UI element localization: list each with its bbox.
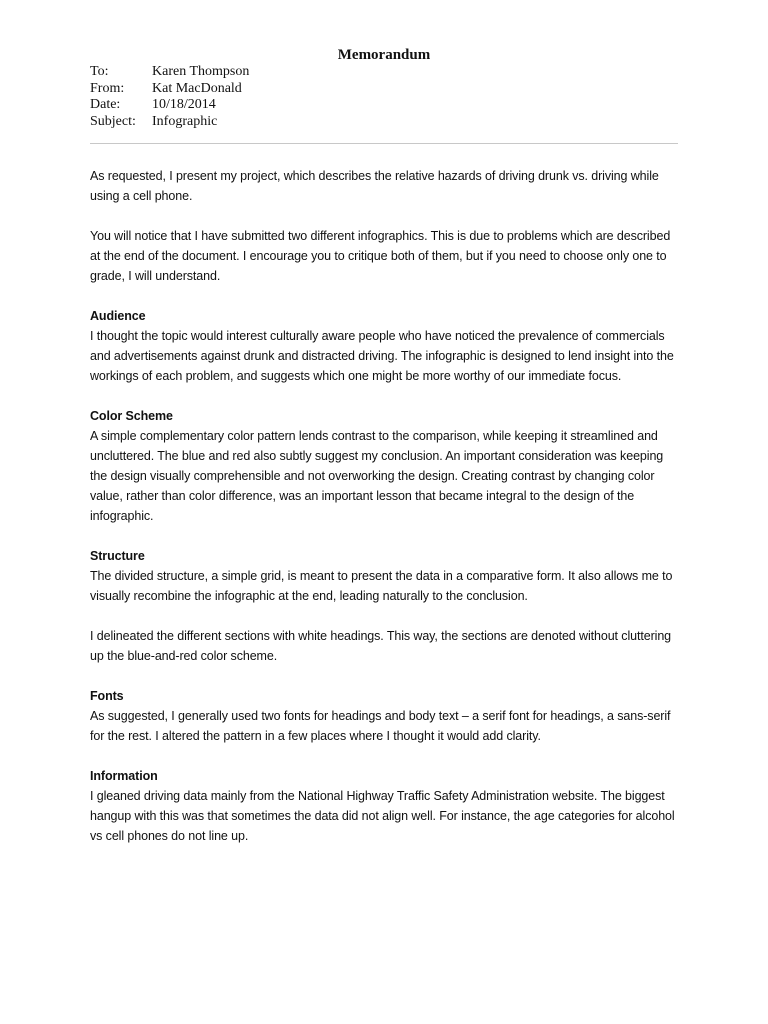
header-row-subject xyxy=(90,114,249,131)
header-divider xyxy=(90,143,678,144)
intro-paragraph: You will notice that I have submitted two different infographics. This is due to problems which are described at the end of the document. I encourage you to critique both of them, but if you need to choose only one to grade, I will understand. xyxy=(90,229,671,283)
memo-header xyxy=(90,64,249,130)
header-row-from xyxy=(90,81,249,98)
section-paragraph: I delineated the different sections with white headings. This way, the sections are denoted without cluttering up the blue-and-red color scheme. xyxy=(90,629,672,663)
section-information xyxy=(90,766,680,846)
header-label-to: To: xyxy=(90,64,109,79)
header-label-from: From: xyxy=(90,80,125,96)
section-structure xyxy=(90,546,680,666)
section-fonts xyxy=(90,686,680,746)
section-paragraph: I gleaned driving data mainly from the National Highway Traffic Safety Administration website. The biggest hangup with this was that sometimes the data did not align well. For instance, the age categories for alcohol vs cell phones do not line up. xyxy=(90,789,675,843)
header-value-to: Karen Thompson xyxy=(152,64,250,79)
section-paragraph: I thought the topic would interest culturally aware people who have noticed the prevalence of commercials and advertisements against drunk and distracted driving. The infographic is designed to lend insight into the workings of each problem, and suggests which one might be more worthy of our immediate focus. xyxy=(90,329,674,383)
section-color-scheme xyxy=(90,406,680,526)
section-heading: Fonts xyxy=(90,689,124,703)
header-value-from: Kat MacDonald xyxy=(152,80,242,96)
header-label-subject: Subject: xyxy=(90,113,136,129)
header-value-subject: Infographic xyxy=(152,113,218,129)
section-heading: Audience xyxy=(90,309,146,323)
section-paragraph: A simple complementary color pattern lends contrast to the comparison, while keeping it streamlined and uncluttered. The blue and red also subtly suggest my conclusion. An important consideration was keeping the design visually comprehensible and not overworking the design. Creating contrast by changing color value, rather than color difference, was an important lesson that became integral to the design of the infographic. xyxy=(90,429,664,523)
section-paragraph: As suggested, I generally used two fonts for headings and body text – a serif font for headings, a sans-serif for the rest. I altered the pattern in a few places where I thought it would add clarity. xyxy=(90,709,671,743)
section-heading: Structure xyxy=(90,549,145,563)
memo-title: Memorandum xyxy=(337,47,431,63)
header-row-to xyxy=(90,64,249,81)
header-value-date: 10/18/2014 xyxy=(152,97,216,112)
section-heading: Color Scheme xyxy=(90,409,173,423)
header-row-date xyxy=(90,97,249,114)
memo-body xyxy=(90,166,680,866)
section-heading: Information xyxy=(90,769,158,783)
header-label-date: Date: xyxy=(90,97,121,112)
section-audience xyxy=(90,306,680,386)
intro-paragraph: As requested, I present my project, which describes the relative hazards of driving drunk vs. driving while using a cell phone. xyxy=(90,169,659,203)
section-paragraph: The divided structure, a simple grid, is meant to present the data in a comparative form. It also allows me to visually recombine the infographic at the end, leading naturally to the conclusion. xyxy=(90,569,673,603)
